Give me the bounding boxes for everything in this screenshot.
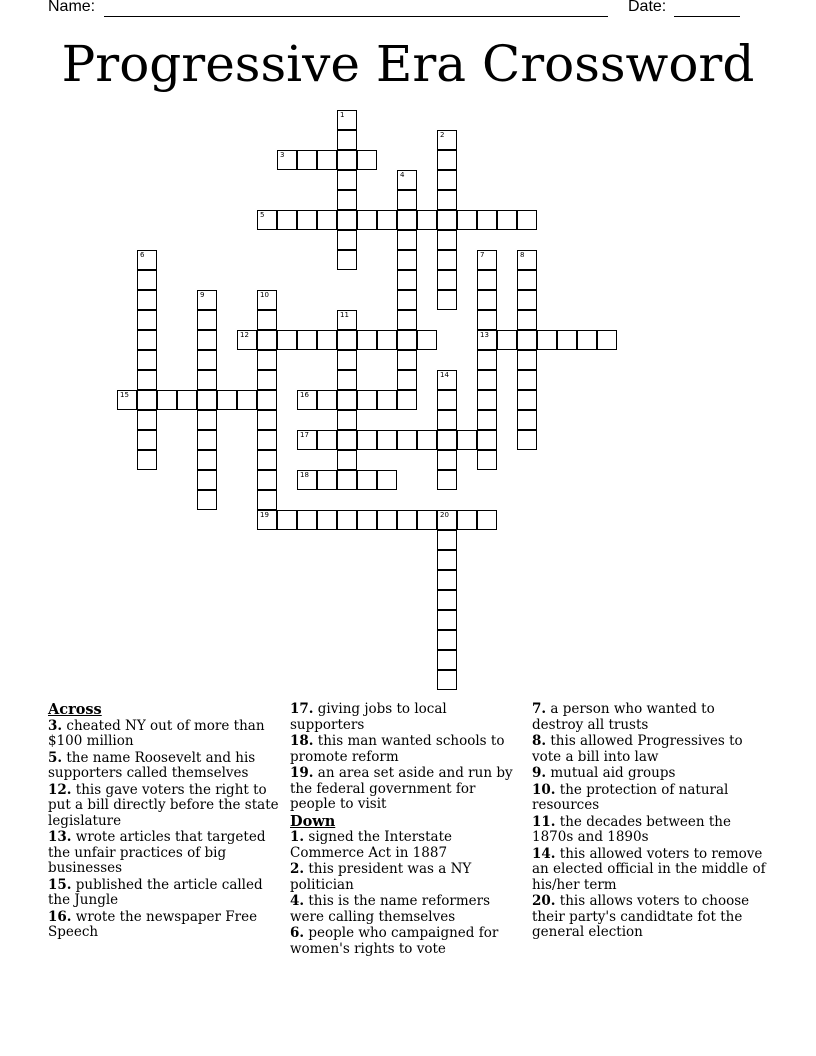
grid-cell[interactable] xyxy=(137,350,157,370)
grid-cell[interactable] xyxy=(197,490,217,510)
grid-cell[interactable] xyxy=(357,470,377,490)
grid-cell[interactable] xyxy=(397,430,417,450)
grid-cell[interactable] xyxy=(357,330,377,350)
grid-cell[interactable] xyxy=(437,530,457,550)
grid-cell[interactable] xyxy=(477,330,497,350)
clue-number: 2 xyxy=(440,131,445,139)
grid-cell[interactable] xyxy=(417,510,437,530)
grid-cell[interactable] xyxy=(437,290,457,310)
grid-cell[interactable] xyxy=(377,430,397,450)
grid-cell[interactable] xyxy=(337,130,357,150)
grid-cell[interactable] xyxy=(437,410,457,430)
clue-number: 5 xyxy=(260,211,265,219)
clue-number: 19 xyxy=(260,511,269,519)
grid-cell[interactable] xyxy=(117,390,137,410)
grid-cell[interactable] xyxy=(337,410,357,430)
grid-cell[interactable] xyxy=(537,330,557,350)
grid-cell[interactable] xyxy=(437,170,457,190)
grid-cell[interactable] xyxy=(297,330,317,350)
grid-cell[interactable] xyxy=(477,370,497,390)
grid-cell[interactable] xyxy=(477,270,497,290)
grid-cell[interactable] xyxy=(477,350,497,370)
clue-column-3 xyxy=(532,702,766,942)
grid-cell[interactable] xyxy=(437,470,457,490)
grid-cell[interactable] xyxy=(437,590,457,610)
clue-text: the protection of natural resources xyxy=(532,781,729,813)
grid-cell[interactable] xyxy=(437,250,457,270)
clue-text: wrote the newspaper Free Speech xyxy=(48,908,258,940)
grid-cell[interactable] xyxy=(437,370,457,390)
grid-cell[interactable] xyxy=(377,510,397,530)
grid-cell[interactable] xyxy=(137,370,157,390)
grid-cell[interactable] xyxy=(337,110,357,130)
grid-cell[interactable] xyxy=(517,390,537,410)
clue-item xyxy=(290,734,524,765)
clue-text: this man wanted schools to promote reform xyxy=(290,733,505,765)
clue-item xyxy=(532,702,766,733)
clue-item xyxy=(48,719,282,750)
grid-cell[interactable] xyxy=(397,190,417,210)
clue-number: 9 xyxy=(200,291,205,299)
grid-cell[interactable] xyxy=(417,430,437,450)
grid-cell[interactable] xyxy=(197,370,217,390)
down-heading: Down xyxy=(290,812,336,830)
grid-cell[interactable] xyxy=(477,410,497,430)
clue-text: the name Roosevelt and his supporters called themselves xyxy=(48,749,256,781)
grid-cell[interactable] xyxy=(277,510,297,530)
grid-cell[interactable] xyxy=(397,230,417,250)
grid-cell[interactable] xyxy=(317,510,337,530)
header-line xyxy=(48,0,748,20)
clue-item xyxy=(290,830,524,861)
page-title: Progressive Era Crossword xyxy=(61,35,755,93)
grid-cell[interactable] xyxy=(317,430,337,450)
clue-number: 17 xyxy=(300,431,309,439)
clue-text: this allowed Progressives to vote a bill into law xyxy=(532,733,743,765)
clue-num: 7. xyxy=(532,701,547,717)
grid-cell[interactable] xyxy=(337,210,357,230)
grid-cell[interactable] xyxy=(517,330,537,350)
grid-cell[interactable] xyxy=(257,510,277,530)
grid-cell[interactable] xyxy=(257,370,277,390)
grid-cell[interactable] xyxy=(337,350,357,370)
across-clues-list xyxy=(48,719,282,941)
grid-cell[interactable] xyxy=(297,390,317,410)
grid-cell[interactable] xyxy=(197,430,217,450)
down-clues-list-cont xyxy=(532,702,766,941)
grid-cell[interactable] xyxy=(397,250,417,270)
grid-cell[interactable] xyxy=(217,390,237,410)
clue-text: this allowed voters to remove an elected official in the middle of his/her term xyxy=(532,845,766,893)
clue-text: this is the name reformers were calling themselves xyxy=(290,893,490,925)
clue-text: a person who wanted to destroy all trusts xyxy=(532,701,715,733)
clue-item xyxy=(290,766,524,813)
grid-cell[interactable] xyxy=(257,390,277,410)
clue-item xyxy=(532,815,766,846)
grid-cell[interactable] xyxy=(577,330,597,350)
grid-cell[interactable] xyxy=(437,210,457,230)
grid-cell[interactable] xyxy=(477,510,497,530)
clue-number: 10 xyxy=(260,291,269,299)
grid-cell[interactable] xyxy=(397,210,417,230)
grid-cell[interactable] xyxy=(437,670,457,690)
grid-cell[interactable] xyxy=(297,470,317,490)
clue-num: 18. xyxy=(290,733,314,749)
clue-number: 3 xyxy=(280,151,285,159)
grid-cell[interactable] xyxy=(317,470,337,490)
grid-cell[interactable] xyxy=(417,210,437,230)
grid-cell[interactable] xyxy=(517,430,537,450)
clue-item xyxy=(532,766,766,782)
grid-cell[interactable] xyxy=(497,210,517,230)
clue-num: 17. xyxy=(290,701,314,717)
clue-number: 20 xyxy=(440,511,449,519)
grid-cell[interactable] xyxy=(257,490,277,510)
clue-column-2 xyxy=(290,702,524,958)
grid-cell[interactable] xyxy=(197,310,217,330)
clue-text: mutual aid groups xyxy=(546,765,676,781)
grid-cell[interactable] xyxy=(197,470,217,490)
clue-text: wrote articles that targeted the unfair practices of big businesses xyxy=(48,829,266,876)
grid-cell[interactable] xyxy=(337,510,357,530)
grid-cell[interactable] xyxy=(437,230,457,250)
name-field[interactable] xyxy=(104,16,608,17)
grid-cell[interactable] xyxy=(297,430,317,450)
grid-cell[interactable] xyxy=(417,330,437,350)
grid-cell[interactable] xyxy=(337,170,357,190)
grid-cell[interactable] xyxy=(197,390,217,410)
grid-cell[interactable] xyxy=(137,310,157,330)
clue-text: cheated NY out of more than $100 million xyxy=(48,717,265,749)
grid-cell[interactable] xyxy=(257,470,277,490)
grid-cell[interactable] xyxy=(257,410,277,430)
grid-cell[interactable] xyxy=(517,270,537,290)
down-clues-list xyxy=(290,830,524,957)
clue-item xyxy=(290,926,524,957)
grid-cell[interactable] xyxy=(297,210,317,230)
grid-cell[interactable] xyxy=(257,350,277,370)
clue-num: 19. xyxy=(290,765,314,781)
grid-cell[interactable] xyxy=(257,210,277,230)
grid-cell[interactable] xyxy=(517,410,537,430)
grid-cell[interactable] xyxy=(397,370,417,390)
grid-cell[interactable] xyxy=(397,270,417,290)
grid-cell[interactable] xyxy=(337,190,357,210)
clue-num: 4. xyxy=(290,893,305,909)
across-clues-list-cont xyxy=(290,702,524,813)
across-heading: Across xyxy=(48,701,102,718)
grid-cell[interactable] xyxy=(257,450,277,470)
clue-number: 16 xyxy=(300,391,309,399)
grid-cell[interactable] xyxy=(517,250,537,270)
grid-cell[interactable] xyxy=(497,330,517,350)
grid-cell[interactable] xyxy=(357,150,377,170)
grid-cell[interactable] xyxy=(477,450,497,470)
grid-cell[interactable] xyxy=(557,330,577,350)
clue-num: 2. xyxy=(290,861,305,877)
grid-cell[interactable] xyxy=(297,510,317,530)
grid-cell[interactable] xyxy=(137,330,157,350)
grid-cell[interactable] xyxy=(237,390,257,410)
clue-item xyxy=(48,830,282,877)
grid-cell[interactable] xyxy=(397,390,417,410)
grid-cell[interactable] xyxy=(317,210,337,230)
clue-number: 12 xyxy=(240,331,249,339)
clue-item xyxy=(532,894,766,941)
clue-num: 10. xyxy=(532,781,556,798)
grid-cell[interactable] xyxy=(257,310,277,330)
clue-text: an area set aside and run by the federal government for people to visit xyxy=(290,765,513,812)
grid-cell[interactable] xyxy=(437,570,457,590)
grid-cell[interactable] xyxy=(337,150,357,170)
clue-number: 18 xyxy=(300,471,309,479)
grid-cell[interactable] xyxy=(197,410,217,430)
grid-cell[interactable] xyxy=(377,470,397,490)
clue-num: 6. xyxy=(290,925,305,941)
clue-num: 9. xyxy=(532,765,547,781)
grid-cell[interactable] xyxy=(457,430,477,450)
grid-cell[interactable] xyxy=(357,210,377,230)
grid-cell[interactable] xyxy=(437,190,457,210)
clue-number: 15 xyxy=(120,391,129,399)
grid-cell[interactable] xyxy=(277,330,297,350)
grid-cell[interactable] xyxy=(437,610,457,630)
grid-cell[interactable] xyxy=(377,390,397,410)
grid-cell[interactable] xyxy=(517,290,537,310)
grid-cell[interactable] xyxy=(437,390,457,410)
clue-item xyxy=(290,862,524,893)
grid-cell[interactable] xyxy=(397,290,417,310)
grid-cell[interactable] xyxy=(137,270,157,290)
grid-cell[interactable] xyxy=(317,390,337,410)
clue-num: 14. xyxy=(532,845,556,862)
grid-cell[interactable] xyxy=(337,370,357,390)
grid-cell[interactable] xyxy=(457,510,477,530)
clue-num: 13. xyxy=(48,829,72,845)
grid-cell[interactable] xyxy=(197,450,217,470)
clue-num: 15. xyxy=(48,876,72,893)
clue-num: 3. xyxy=(48,717,63,734)
grid-cell[interactable] xyxy=(437,550,457,570)
grid-cell[interactable] xyxy=(337,310,357,330)
grid-cell[interactable] xyxy=(377,210,397,230)
clue-number: 4 xyxy=(400,171,405,179)
grid-cell[interactable] xyxy=(257,330,277,350)
grid-cell[interactable] xyxy=(517,370,537,390)
clue-number: 1 xyxy=(340,111,345,119)
grid-cell[interactable] xyxy=(297,150,317,170)
grid-cell[interactable] xyxy=(137,250,157,270)
grid-cell[interactable] xyxy=(397,170,417,190)
clue-item xyxy=(48,878,282,909)
grid-cell[interactable] xyxy=(397,310,417,330)
grid-cell[interactable] xyxy=(317,150,337,170)
grid-cell[interactable] xyxy=(357,510,377,530)
grid-cell[interactable] xyxy=(337,430,357,450)
grid-cell[interactable] xyxy=(137,290,157,310)
clue-text: giving jobs to local supporters xyxy=(290,701,447,733)
grid-cell[interactable] xyxy=(337,330,357,350)
clue-column-1 xyxy=(48,702,282,942)
clue-text: this allows voters to choose their party's candidtate fot the general election xyxy=(532,893,750,940)
grid-cell[interactable] xyxy=(357,390,377,410)
grid-cell[interactable] xyxy=(197,290,217,310)
clue-item xyxy=(532,734,766,765)
grid-cell[interactable] xyxy=(597,330,617,350)
grid-cell[interactable] xyxy=(377,330,397,350)
clue-item xyxy=(532,847,766,894)
clue-item xyxy=(290,894,524,925)
clue-item xyxy=(290,702,524,733)
grid-cell[interactable] xyxy=(397,510,417,530)
clue-item xyxy=(48,910,282,941)
grid-cell[interactable] xyxy=(477,210,497,230)
grid-cell[interactable] xyxy=(137,430,157,450)
clue-num: 1. xyxy=(290,829,305,845)
clue-number: 6 xyxy=(140,251,145,259)
grid-cell[interactable] xyxy=(517,310,537,330)
grid-cell[interactable] xyxy=(357,430,377,450)
grid-cell[interactable] xyxy=(257,430,277,450)
clue-number: 8 xyxy=(520,251,525,259)
grid-cell[interactable] xyxy=(317,330,337,350)
clue-num: 16. xyxy=(48,908,72,925)
clue-item xyxy=(532,783,766,814)
grid-cell[interactable] xyxy=(477,310,497,330)
grid-cell[interactable] xyxy=(157,390,177,410)
clue-text: published the article called the Jungle xyxy=(48,876,263,908)
clue-text: people who campaigned for women's rights to vote xyxy=(290,925,499,957)
grid-cell[interactable] xyxy=(437,270,457,290)
clue-text: this gave voters the right to put a bill directly before the state legislature xyxy=(48,781,279,829)
grid-cell[interactable] xyxy=(437,150,457,170)
grid-cell[interactable] xyxy=(437,510,457,530)
grid-cell[interactable] xyxy=(137,450,157,470)
clue-number: 13 xyxy=(480,331,489,339)
clue-text: the decades between the 1870s and 1890s xyxy=(532,813,731,845)
grid-cell[interactable] xyxy=(457,210,477,230)
clue-item xyxy=(48,783,282,830)
grid-cell[interactable] xyxy=(337,450,357,470)
clue-text: this president was a NY politician xyxy=(290,861,472,893)
clue-item xyxy=(48,751,282,782)
grid-cell[interactable] xyxy=(397,350,417,370)
grid-cell[interactable] xyxy=(257,290,277,310)
clue-number: 11 xyxy=(340,311,349,319)
grid-cell[interactable] xyxy=(277,210,297,230)
clue-num: 11. xyxy=(532,813,556,830)
name-label: Name: xyxy=(48,0,96,15)
grid-cell[interactable] xyxy=(437,630,457,650)
grid-cell[interactable] xyxy=(277,150,297,170)
grid-cell[interactable] xyxy=(517,210,537,230)
clue-number: 7 xyxy=(480,251,485,259)
grid-cell[interactable] xyxy=(477,390,497,410)
grid-cell[interactable] xyxy=(197,350,217,370)
grid-cell[interactable] xyxy=(437,130,457,150)
grid-cell[interactable] xyxy=(477,250,497,270)
grid-cell[interactable] xyxy=(437,430,457,450)
clue-num: 5. xyxy=(48,749,63,766)
grid-cell[interactable] xyxy=(477,430,497,450)
clue-number: 14 xyxy=(440,371,449,379)
grid-cell[interactable] xyxy=(437,650,457,670)
date-field[interactable] xyxy=(674,16,740,17)
clue-text: signed the Interstate Commerce Act in 1887 xyxy=(290,829,453,861)
date-label: Date: xyxy=(628,0,667,15)
grid-cell[interactable] xyxy=(337,250,357,270)
grid-cell[interactable] xyxy=(237,330,257,350)
grid-cell[interactable] xyxy=(477,290,497,310)
grid-cell[interactable] xyxy=(397,330,417,350)
grid-cell[interactable] xyxy=(197,330,217,350)
grid-cell[interactable] xyxy=(137,410,157,430)
clue-num: 8. xyxy=(532,733,547,749)
grid-cell[interactable] xyxy=(137,390,157,410)
grid-cell[interactable] xyxy=(177,390,197,410)
grid-cell[interactable] xyxy=(337,390,357,410)
clue-num: 20. xyxy=(532,893,556,909)
grid-cell[interactable] xyxy=(337,470,357,490)
grid-cell[interactable] xyxy=(437,450,457,470)
grid-cell[interactable] xyxy=(337,230,357,250)
clue-num: 12. xyxy=(48,781,72,798)
grid-cell[interactable] xyxy=(517,350,537,370)
